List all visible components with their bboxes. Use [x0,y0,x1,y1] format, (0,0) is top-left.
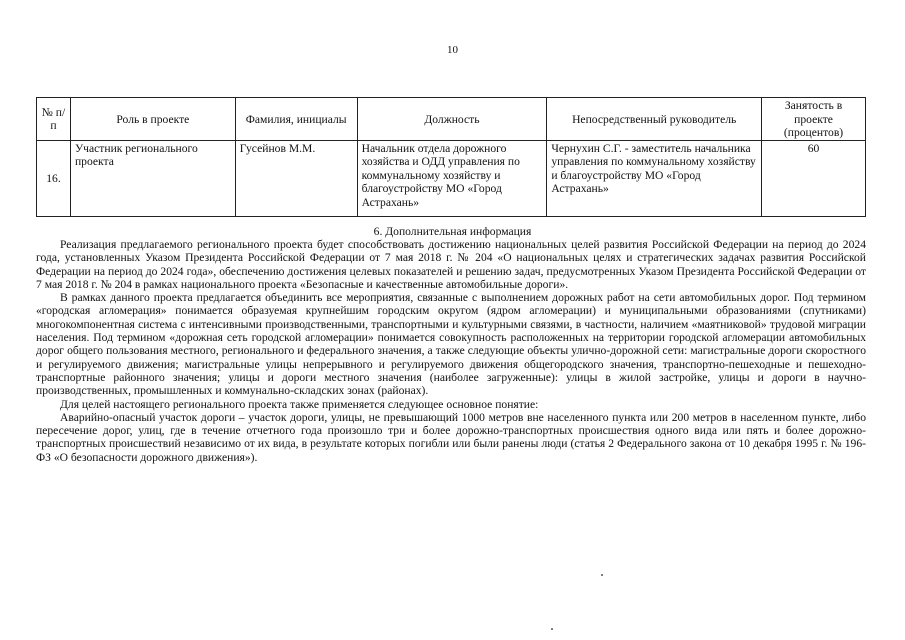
paragraph: Аварийно-опасный участок дороги – участок дороги, улицы, не превышающий 1000 метров вне населенного пункта или 200 метров в населенном пункте, либо пересечение дорог, улиц, где в течение отчетного года произошло три и более дорожно-транспортных происшествия одного вида или пять и более дорожно-транспортных происшествий независимо от их вида, в результате которых погибли или были ранены люди (статья 2 Федерального закона от 10 декабря 1995 г. № 196-ФЗ «О безопасности дорожного движения»). [36,410,866,464]
table-row [37,140,866,216]
scan-speck [601,574,603,576]
paragraph: Для целей настоящего регионального проекта также применяется следующее основное понятие: [60,397,539,411]
row-num: 16. [37,140,71,216]
scan-speck [551,628,553,630]
row-role: Участник регионального проекта [70,140,235,216]
row-supervisor: Чернухин С.Г. - заместитель начальника управления по коммунальному хозяйству и благоустройству МО «Город Астрахань» [547,140,762,216]
paragraph: Реализация предлагаемого регионального проекта будет способствовать достижению национальных целей развития Российской Федерации на период до 2024 года, установленных Указом Президента Российской Федерации от 7 мая 2018 г. № 204 «О национальных целях и стратегических задачах развития Российской Федерации на период до 2024 года», обеспечению достижения целевых показателей и решению задач, предусмотренных Указом Президента Российской Федерации от 7 мая 2018 г. № 204 в рамках национального проекта «Безопасные и качественные автомобильные дороги». [36,238,866,291]
page-number: 10 [447,44,458,56]
header-position: Должность [357,98,547,141]
header-num: № п/п [37,98,71,141]
table-header-row [37,98,866,141]
body-text [36,238,866,464]
header-share: Занятость в проекте (процентов) [762,98,866,141]
participants-table [36,97,866,217]
row-position: Начальник отдела дорожного хозяйства и ОДД управления по коммунальному хозяйству и благоустройству МО «Город Астрахань» [357,140,547,216]
paragraph: В рамках данного проекта предлагается объединить все мероприятия, связанные с выполнением дорожных работ на сети автомобильных дорог. Под термином «городская агломерация» понимается образуемая крупнейшим городским округом (ядром агломерации) и муниципальными образованиями (спутниками) многокомпонентная система с интенсивными производственными, транспортными и культурными связями, в частности, наличием «маятниковой» трудовой миграции населения. Под термином «дорожная сеть городской агломерации» понимается совокупность расположенных на территории городской агломерации автомобильных дорог общего пользования местного, регионального и федерального значения, а также следующие объекты улично-дорожной сети: магистральные дороги скоростного и регулируемого движения; магистральные улицы непрерывного и регулируемого движения общегородского значения, транспортно-пешеходные и пешеходно-транспортные районного значения; улицы и дороги местного значения (наиболее загруженные): улицы в жилой застройке, улицы и дороги в научно-производственных, промышленных и коммунально-складских зонах (районах). [36,291,866,398]
header-name: Фамилия, инициалы [235,98,357,141]
header-role: Роль в проекте [70,98,235,141]
section-title: 6. Дополнительная информация [373,225,532,238]
header-supervisor: Непосредственный руководитель [547,98,762,141]
row-name: Гусейнов М.М. [235,140,357,216]
row-share: 60 [762,140,866,216]
